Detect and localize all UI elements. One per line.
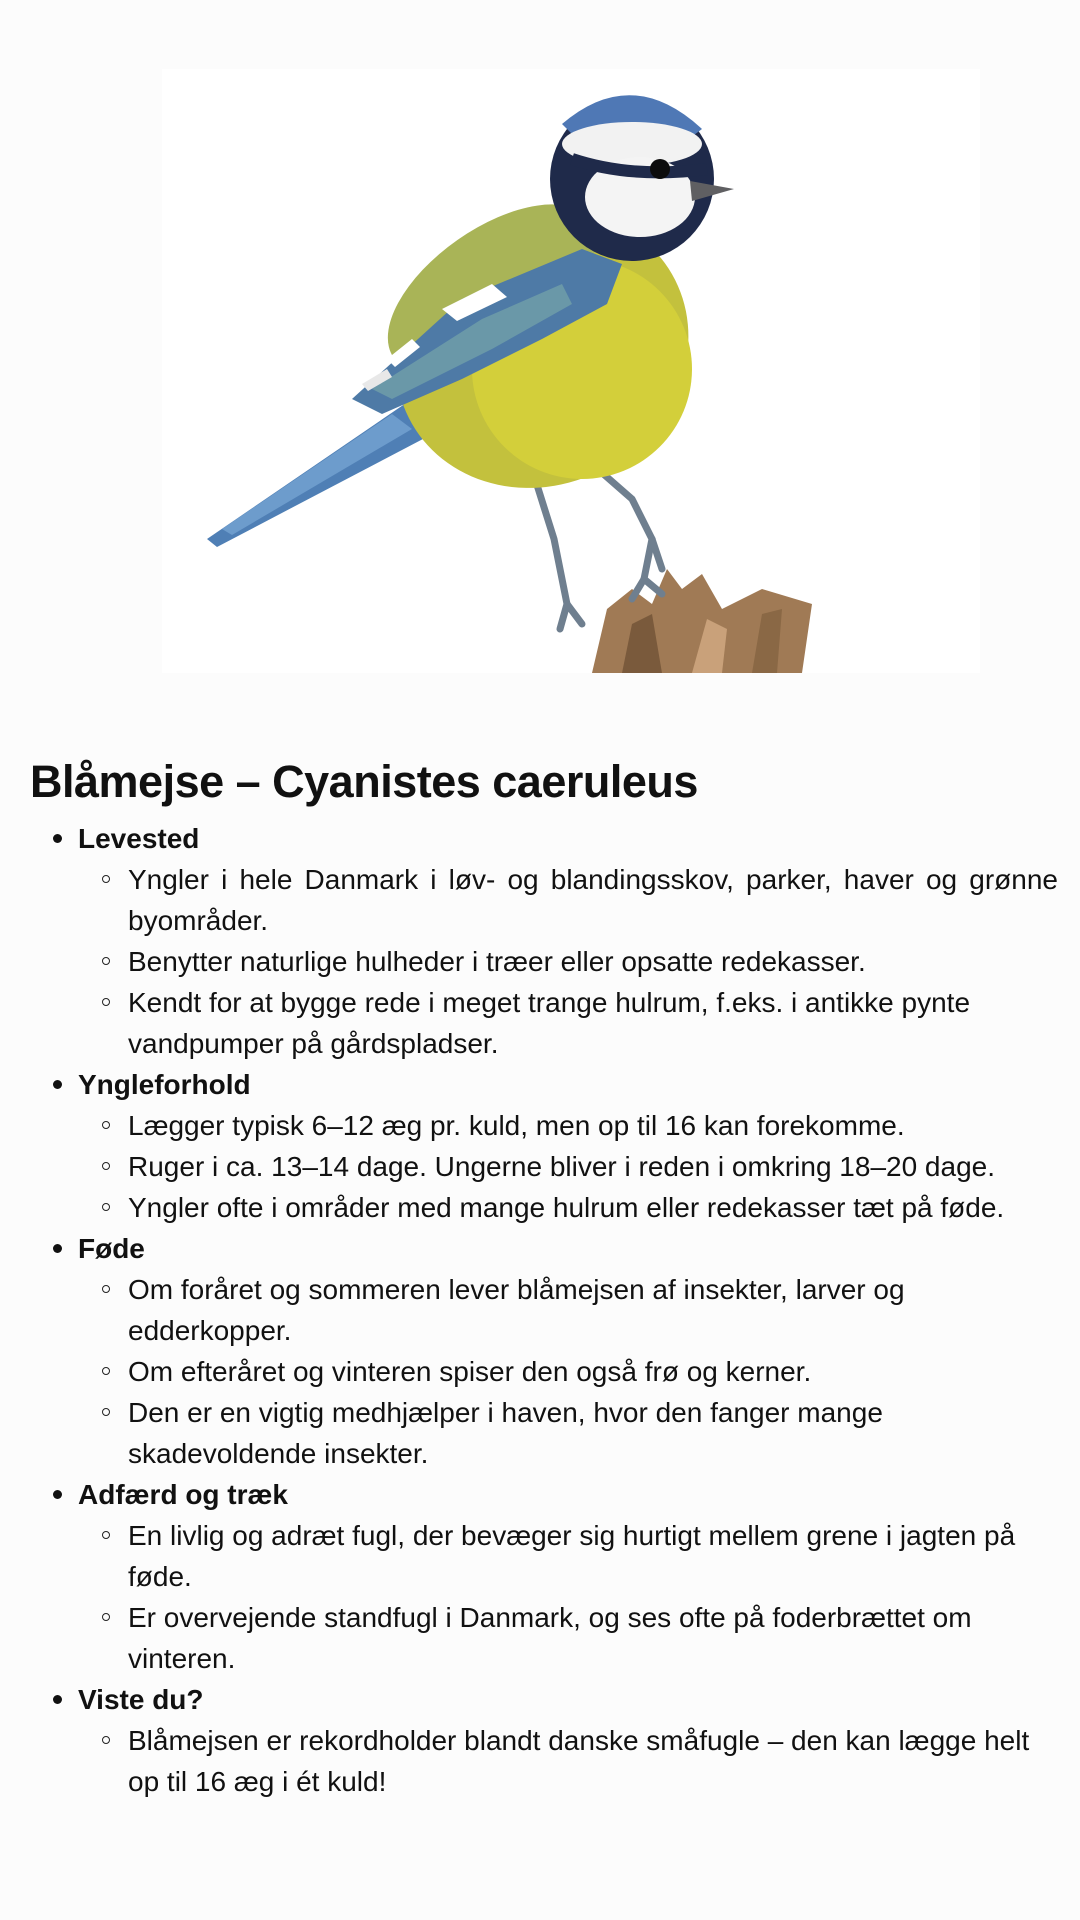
- list-item: [128, 1269, 1058, 1351]
- section-adfaerd-og-traek: [30, 1474, 1058, 1679]
- sub-list: [78, 859, 1058, 1064]
- list-item-text: Lægger typisk 6–12 æg pr. kuld, men op til 16 kan forekomme.: [128, 1110, 905, 1141]
- circle-bullet-icon: [102, 1613, 110, 1621]
- list-item: [128, 982, 1058, 1064]
- list-item-text: Er overvejende standfugl i Danmark, og ses ofte på foderbrættet om vinteren.: [128, 1602, 972, 1674]
- section-title: Adfærd og træk: [78, 1479, 288, 1510]
- sub-list: [78, 1720, 1058, 1802]
- list-item-text: Blåmejsen er rekordholder blandt danske småfugle – den kan lægge helt op til 16 æg i ét kuld!: [128, 1725, 1030, 1797]
- section-title: Yngleforhold: [78, 1069, 251, 1100]
- list-item-text: Ruger i ca. 13–14 dage. Ungerne bliver i reden i omkring 18–20 dage.: [128, 1151, 996, 1182]
- section-yngleforhold: [30, 1064, 1058, 1228]
- blue-tit-illustration: [162, 69, 980, 673]
- circle-bullet-icon: [102, 998, 110, 1006]
- list-item: [128, 1515, 1058, 1597]
- list-item-text: En livlig og adræt fugl, der bevæger sig hurtigt mellem grene i jagten på føde.: [128, 1520, 1016, 1592]
- list-item-text: Benytter naturlige hulheder i træer eller opsatte redekasser.: [128, 946, 866, 977]
- wood-stump: [592, 569, 812, 673]
- circle-bullet-icon: [102, 957, 110, 965]
- circle-bullet-icon: [102, 1285, 110, 1293]
- circle-bullet-icon: [102, 1408, 110, 1416]
- section-fode: [30, 1228, 1058, 1474]
- list-item-text: Om efteråret og vinteren spiser den også frø og kerner.: [128, 1356, 812, 1387]
- list-item: [128, 1105, 1058, 1146]
- hero-image: [162, 69, 980, 673]
- sub-list: [78, 1515, 1058, 1679]
- bullet-icon: [53, 1080, 62, 1089]
- article: [30, 750, 1058, 1802]
- list-item: [128, 1392, 1058, 1474]
- bullet-icon: [53, 1244, 62, 1253]
- list-item-text: Kendt for at bygge rede i meget trange hulrum, f.eks. i antikke pynte vandpumper på gårdspladser.: [128, 987, 971, 1059]
- circle-bullet-icon: [102, 875, 110, 883]
- circle-bullet-icon: [102, 1121, 110, 1129]
- list-item-text: Yngler ofte i områder med mange hulrum eller redekasser tæt på føde.: [128, 1192, 1005, 1223]
- list-item: [128, 1351, 1058, 1392]
- bullet-icon: [53, 1490, 62, 1499]
- bullet-icon: [53, 834, 62, 843]
- circle-bullet-icon: [102, 1367, 110, 1375]
- head: [550, 95, 734, 261]
- page-title: Blåmejse – Cyanistes caeruleus: [30, 756, 698, 807]
- section-levested: [30, 818, 1058, 1064]
- circle-bullet-icon: [102, 1736, 110, 1744]
- list-item: [128, 859, 1058, 941]
- circle-bullet-icon: [102, 1162, 110, 1170]
- list-item-text: Yngler i hele Danmark i løv- og blandingsskov, parker, haver og grønne byområder.: [128, 864, 1058, 936]
- list-item-text: Den er en vigtig medhjælper i haven, hvor den fanger mange skadevoldende insekter.: [128, 1397, 883, 1469]
- section-title: Levested: [78, 823, 200, 854]
- sub-list: [78, 1105, 1058, 1228]
- list-item: [128, 1720, 1058, 1802]
- list-item-text: Om foråret og sommeren lever blåmejsen af insekter, larver og edderkopper.: [128, 1274, 905, 1346]
- list-item: [128, 1146, 1058, 1187]
- section-title: Viste du?: [78, 1684, 204, 1715]
- circle-bullet-icon: [102, 1203, 110, 1211]
- bullet-icon: [53, 1695, 62, 1704]
- section-title: Føde: [78, 1233, 145, 1264]
- list-item: [128, 1597, 1058, 1679]
- section-list: [30, 818, 1058, 1802]
- list-item: [128, 1187, 1058, 1228]
- sub-list: [78, 1269, 1058, 1474]
- list-item: [128, 941, 1058, 982]
- section-viste-du: [30, 1679, 1058, 1802]
- circle-bullet-icon: [102, 1531, 110, 1539]
